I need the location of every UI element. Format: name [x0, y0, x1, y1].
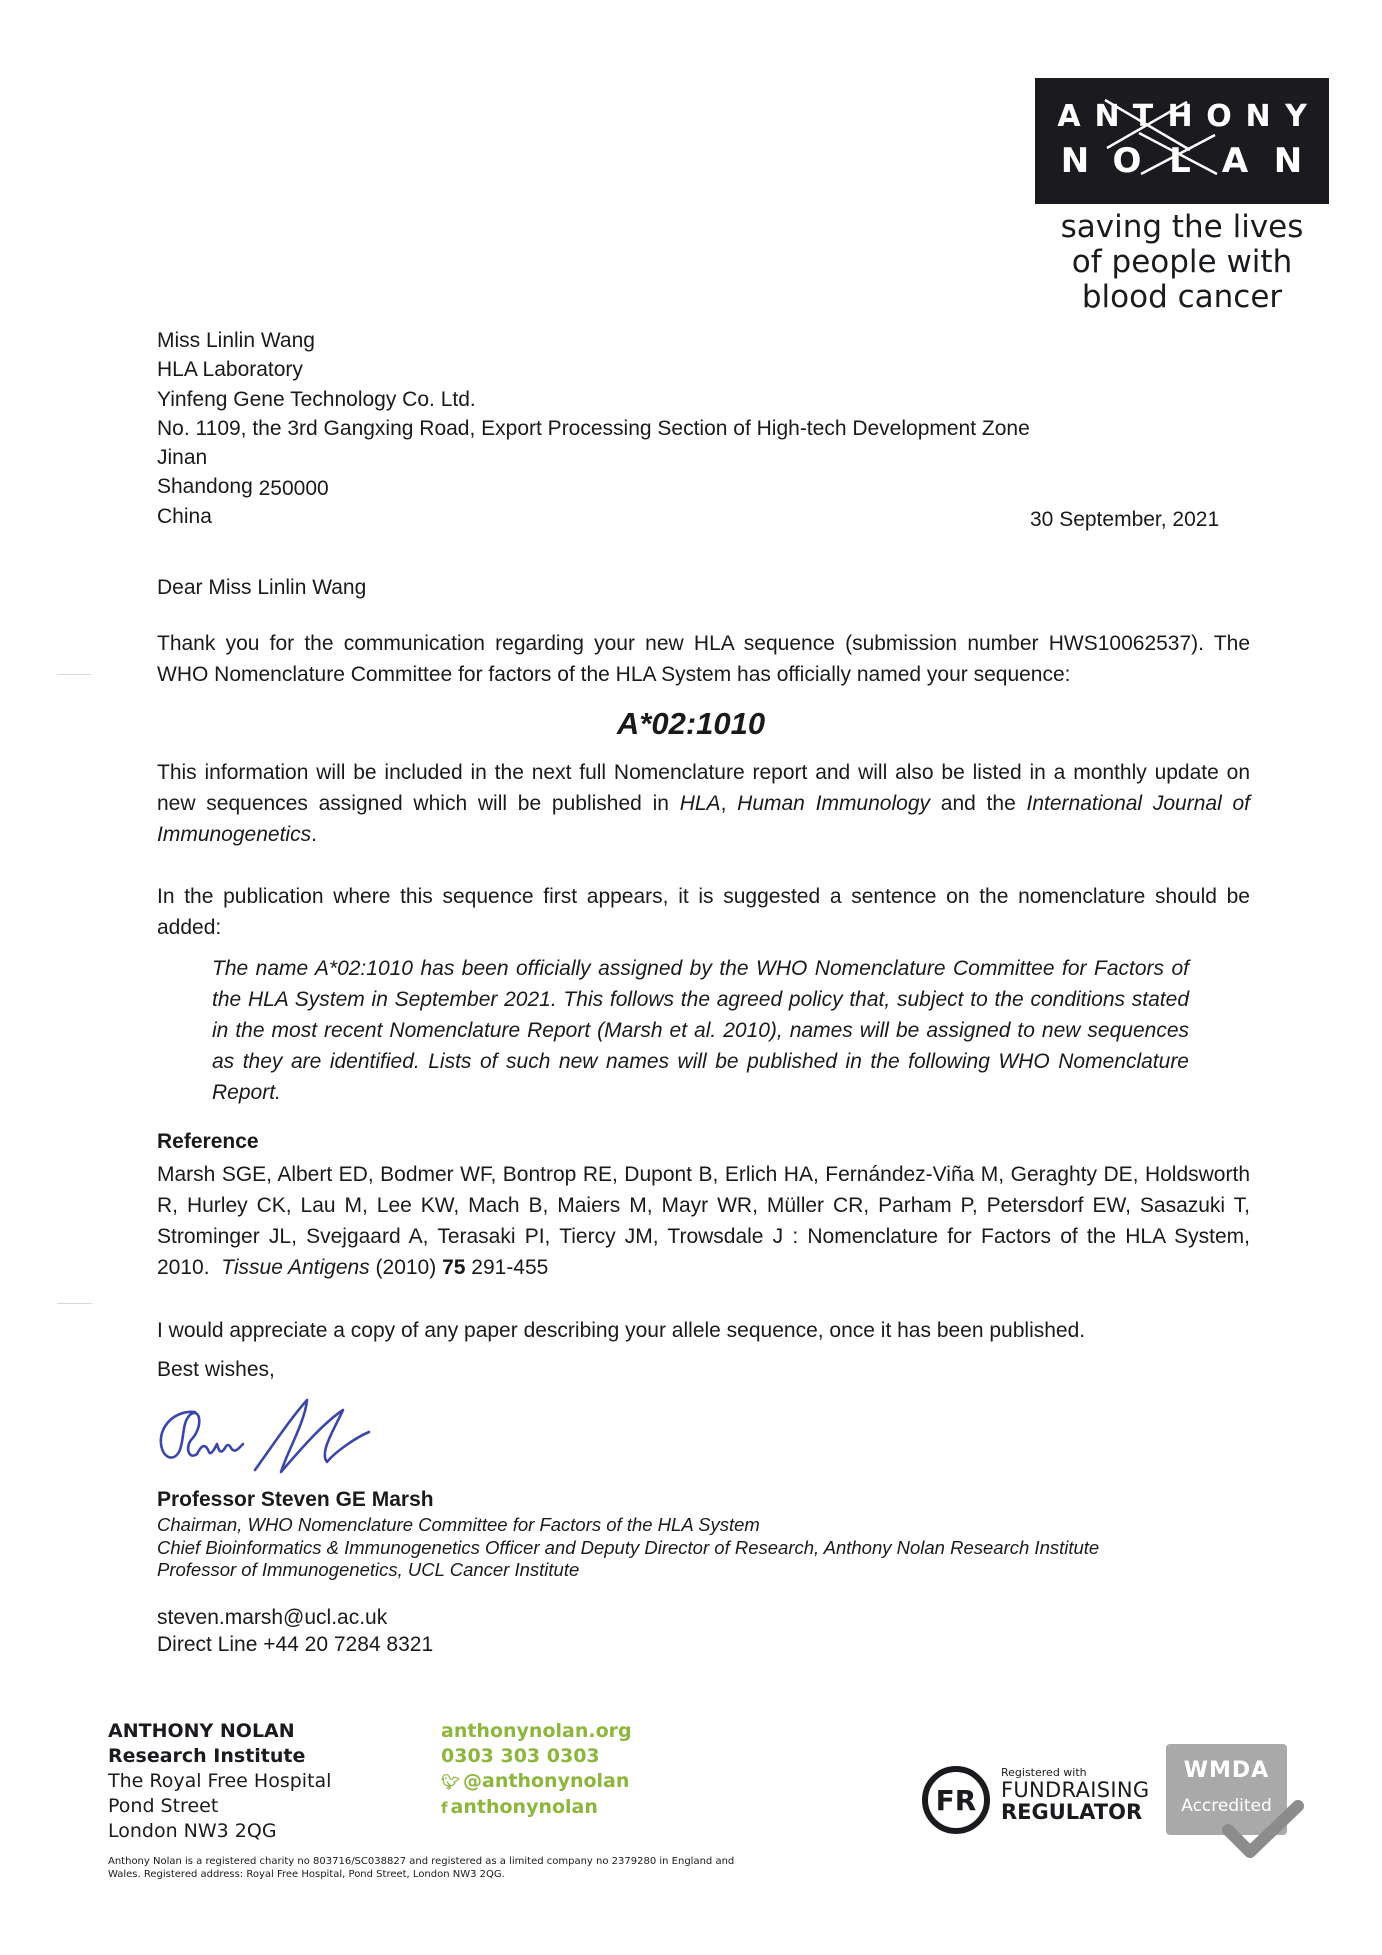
- fr-registered: Registered with: [1001, 1766, 1087, 1779]
- address-postcode: 250000: [258, 477, 329, 501]
- reference-year: (2010): [375, 1256, 437, 1279]
- suggested-sentence: The name A*02:1010 has been officially assigned by the WHO Nomenclature Committee for Factors of the HLA System in September 2021. This follows the agreed policy that, subject to the conditions stated in the most recent Nomenclature Report (Marsh et al. 2010), names will be assigned to new sequences as they are identified. Lists of such new names will be published in the following WHO Nomenclature Report.: [212, 957, 1189, 1104]
- reference-pages: 291-455: [471, 1256, 549, 1279]
- address-line: [157, 472, 1030, 501]
- reference-heading: Reference: [157, 1130, 259, 1153]
- fr-line2: REGULATOR: [1001, 1800, 1143, 1824]
- fr-badge-text: FR: [935, 1784, 977, 1817]
- fr-line1: FUNDRAISING: [1001, 1778, 1150, 1802]
- footer-org-name: ANTHONY NOLAN: [108, 1720, 295, 1742]
- footer-phone: 0303 303 0303: [441, 1745, 600, 1767]
- reference-citation: [157, 1159, 1250, 1283]
- closing: Best wishes,: [157, 1358, 275, 1381]
- logo-tagline: [1035, 210, 1329, 315]
- fundraising-regulator-text: [1001, 1766, 1149, 1823]
- logo-letter: T: [1132, 99, 1154, 134]
- twitter-handle: @anthonynolan: [463, 1770, 630, 1792]
- address-line: Jinan: [157, 446, 208, 470]
- logo-letter: N: [1245, 99, 1271, 134]
- footer-institute: Research Institute: [108, 1745, 306, 1767]
- footer-address-line: London NW3 2QG: [108, 1820, 277, 1842]
- journal-name: International Journal of Immunogenetics: [157, 792, 1251, 846]
- signer-title: Professor of Immunogenetics, UCL Cancer Institute: [157, 1559, 580, 1580]
- signer-titles: [157, 1514, 1099, 1582]
- logo-letter: H: [1167, 99, 1193, 134]
- logo-letter: N: [1094, 99, 1120, 134]
- salutation: Dear Miss Linlin Wang: [157, 576, 367, 599]
- address-line: No. 1109, the 3rd Gangxing Road, Export Processing Section of High-tech Development Zone: [157, 416, 1030, 440]
- signer-title: Chairman, WHO Nomenclature Committee for Factors of the HLA System: [157, 1514, 760, 1535]
- letter-date: 30 September, 2021: [1030, 508, 1220, 531]
- facebook-handle: anthonynolan: [450, 1796, 598, 1818]
- anthony-nolan-logo: [1035, 78, 1329, 204]
- checkmark-icon: [1222, 1800, 1304, 1862]
- signer-title: Chief Bioinformatics & Immunogenetics Officer and Deputy Director of Research, Anthony Nolan Research Institute: [157, 1536, 1100, 1558]
- margin-mark: [57, 1303, 92, 1304]
- facebook-icon: f: [441, 1799, 448, 1817]
- address-line: China: [157, 504, 212, 528]
- logo-letter: O: [1112, 141, 1142, 181]
- logo-letter: N: [1273, 141, 1303, 181]
- allele-designation: A*02:1010: [616, 706, 766, 741]
- footer-organisation: [108, 1719, 331, 1844]
- address-line: Yinfeng Gene Technology Co. Ltd.: [157, 387, 476, 411]
- reference-authors: Marsh SGE, Albert ED, Bodmer WF, Bontrop RE, Dupont B, Erlich HA, Fernández-Viña M, Geraghty DE, Holdsworth R, Hurley CK, Lau M, Lee KW, Mach B, Maiers M, Mayr WR, Müller CR, Parham P, Petersdorf EW, Sasazuki T, Strominger JL, Svejgaard A, Terasaki PI, Tiercy JM, Trowsdale J : Nomenclature for Factors of the HLA System, 2010.: [157, 1163, 1250, 1279]
- logo-letter: N: [1060, 141, 1090, 181]
- logo-letter: A: [1057, 99, 1081, 134]
- signer-contact: [157, 1604, 433, 1658]
- address-province: Shandong: [157, 475, 253, 499]
- tagline-line: of people with: [1071, 244, 1293, 280]
- footer-legal: Anthony Nolan is a registered charity no 803716/SC038827 and registered as a limited company no 2379280 in England and Wales. Registered address: Royal Free Hospital, Pond Street, London NW3 2QG.: [108, 1856, 735, 1880]
- journal-name: Human Immunology: [737, 792, 930, 815]
- logo-letter: L: [1169, 141, 1191, 181]
- wmda-status: Accredited: [1181, 1796, 1272, 1816]
- separator: and the: [930, 792, 1027, 815]
- reference-journal: Tissue Antigens: [221, 1256, 370, 1279]
- logo-letter: O: [1206, 99, 1232, 134]
- separator: .: [311, 823, 317, 846]
- journal-name: HLA: [679, 792, 721, 815]
- tagline-line: saving the lives: [1060, 209, 1304, 245]
- footer-address-line: Pond Street: [108, 1795, 219, 1817]
- reference-volume: 75: [442, 1256, 466, 1279]
- publication-text: This information will be included in the next full Nomenclature report and will also be listed in a monthly update on new sequences assigned which will be published in: [157, 761, 1250, 815]
- separator: ,: [720, 792, 738, 815]
- footer-contact: [441, 1719, 632, 1821]
- tagline-line: blood cancer: [1081, 279, 1283, 315]
- handwritten-signature: [155, 1382, 405, 1490]
- twitter-icon: 🐦︎: [441, 1773, 461, 1791]
- wmda-name: WMDA: [1183, 1758, 1270, 1783]
- footer-address-line: The Royal Free Hospital: [108, 1770, 332, 1792]
- suggestion-paragraph: In the publication where this sequence first appears, it is suggested a sentence on the nomenclature should be added:: [157, 885, 1250, 939]
- intro-paragraph: Thank you for the communication regarding your new HLA sequence (submission number HWS10062537). The WHO Nomenclature Committee for factors of the HLA System has officially named your sequence:: [157, 632, 1250, 686]
- recipient-address: [157, 326, 1030, 531]
- logo-letter: Y: [1285, 99, 1307, 134]
- footer-twitter[interactable]: [441, 1769, 632, 1795]
- fundraising-regulator-badge: [921, 1765, 991, 1835]
- footer-website[interactable]: anthonynolan.org: [441, 1720, 632, 1742]
- address-line: HLA Laboratory: [157, 358, 303, 382]
- footer-facebook[interactable]: [441, 1795, 632, 1821]
- address-line: Miss Linlin Wang: [157, 329, 315, 352]
- logo-wordmark: [1035, 78, 1329, 204]
- signer-phone: Direct Line +44 20 7284 8321: [157, 1633, 434, 1656]
- signer-name: Professor Steven GE Marsh: [157, 1488, 434, 1511]
- logo-letter: A: [1221, 141, 1249, 181]
- signer-email[interactable]: steven.marsh@ucl.ac.uk: [157, 1606, 388, 1629]
- margin-mark: [57, 674, 92, 675]
- publication-paragraph: [157, 757, 1250, 850]
- request-paragraph: I would appreciate a copy of any paper describing your allele sequence, once it has been published.: [157, 1319, 1086, 1342]
